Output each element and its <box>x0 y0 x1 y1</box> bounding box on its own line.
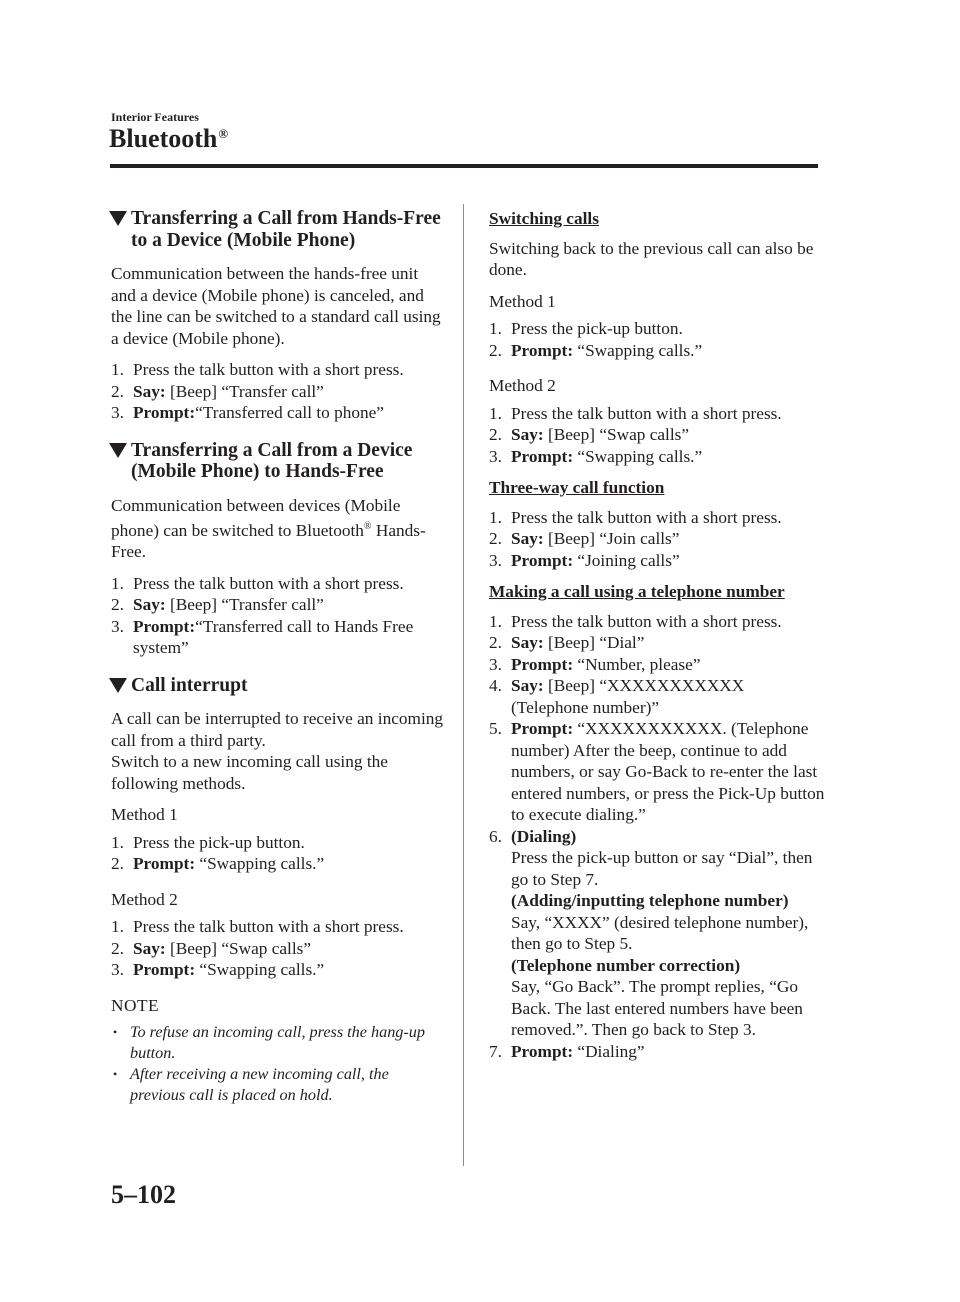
step-text: “Dialing” <box>573 1041 645 1061</box>
step-number: 2. <box>489 633 502 652</box>
method-heading: Method 1 <box>489 291 556 311</box>
step-item <box>489 550 825 572</box>
method-heading: Method 2 <box>489 376 556 395</box>
body-text: Switch to a new incoming call using the following methods. <box>111 752 388 793</box>
step-list <box>489 403 825 468</box>
step-text: Press the pick-up button. <box>511 319 683 338</box>
step-item <box>489 826 825 1041</box>
step-label: Say: <box>133 381 166 401</box>
body-text: Hands-Free. <box>111 520 426 562</box>
section-heading-text: Call interrupt <box>131 674 248 696</box>
step-number: 1. <box>489 403 502 423</box>
body-paragraph: Switching back to the previous call can also be done. <box>489 238 814 279</box>
step-list <box>111 832 447 875</box>
step-item <box>111 853 447 875</box>
step-text: “XXXXXXXXXXX. (Telephone number) After the beep, continue to add numbers, or say Go-Back to re-enter the last entered numbers, or press the Pick-Up button to execute dialing.” <box>511 719 825 824</box>
step-item <box>489 424 825 446</box>
triangle-marker-icon <box>109 678 127 693</box>
bullet-icon: • <box>113 1025 118 1040</box>
step-text: [Beep] “Swap calls” <box>543 425 690 444</box>
step-number: 4. <box>489 676 502 695</box>
step-label: (Adding/inputting telephone number) <box>511 891 789 910</box>
step-number: 1. <box>111 917 124 937</box>
step-number: 2. <box>111 854 124 874</box>
step-label: Prompt: <box>133 616 196 636</box>
registered-mark: ® <box>363 521 372 532</box>
step-number: 5. <box>489 719 502 738</box>
step-number: 2. <box>111 381 124 401</box>
step-item <box>489 318 825 340</box>
note-item <box>111 1022 447 1064</box>
step-text: “Swapping calls.” <box>195 960 325 980</box>
step-number: 1. <box>111 832 124 852</box>
step-item <box>111 359 447 381</box>
step-text: “Swapping calls.” <box>195 854 325 874</box>
step-number: 3. <box>489 654 502 674</box>
triangle-marker-icon <box>109 443 127 458</box>
step-text: Press the talk button with a short press. <box>511 507 782 527</box>
step-text: [Beep] “Swap calls” <box>165 938 312 958</box>
note-text: To refuse an incoming call, press the hang-up button. <box>130 1023 425 1063</box>
step-list <box>489 611 825 1063</box>
step-label: Prompt: <box>511 654 574 674</box>
step-item <box>111 402 447 424</box>
step-text: “Swapping calls.” <box>573 446 703 466</box>
header-rule <box>110 164 818 168</box>
section-label: Interior Features <box>111 110 199 124</box>
step-text: “Transferred call to Hands Free system” <box>133 616 414 658</box>
step-number: 7. <box>489 1041 502 1061</box>
step-label: Say: <box>511 529 544 548</box>
step-item <box>111 938 447 960</box>
step-text: [Beep] “XXXXXXXXXXX (Telephone number)” <box>511 676 745 717</box>
note-text: After receiving a new incoming call, the previous call is placed on hold. <box>130 1065 389 1105</box>
subsection-heading: Switching calls <box>489 209 599 228</box>
step-label: Say: <box>511 676 544 695</box>
step-item <box>489 507 825 529</box>
step-number: 2. <box>489 340 502 360</box>
left-column <box>111 208 447 1106</box>
bullet-icon: • <box>113 1067 118 1082</box>
section-heading <box>109 675 447 697</box>
step-label: (Telephone number correction) <box>511 955 741 975</box>
column-divider <box>463 204 464 1166</box>
step-number: 3. <box>111 403 124 422</box>
step-text: [Beep] “Dial” <box>543 633 645 652</box>
step-item <box>489 632 825 654</box>
step-number: 2. <box>111 595 124 615</box>
step-list <box>111 573 447 659</box>
step-item <box>489 611 825 633</box>
step-text: Say, “Go Back”. The prompt replies, “Go Back. The last entered numbers have been removed.”. Then go back to Step 3. <box>511 977 803 1039</box>
section-heading-text: Transferring a Call from a Device (Mobile Phone) to Hands-Free <box>131 439 413 482</box>
step-text: Press the pick-up button or say “Dial”, then go to Step 7. <box>511 848 813 889</box>
triangle-marker-icon <box>109 211 127 226</box>
page-number: 5–102 <box>111 1180 176 1209</box>
chapter-title <box>109 124 228 154</box>
step-item <box>111 959 447 981</box>
step-label: Prompt: <box>511 1041 574 1061</box>
step-text: “Number, please” <box>573 654 701 674</box>
step-text: Press the talk button with a short press. <box>511 403 782 423</box>
step-number: 1. <box>111 573 124 593</box>
step-item <box>489 1041 825 1063</box>
step-text: Press the talk button with a short press. <box>133 573 404 593</box>
step-item <box>111 381 447 403</box>
step-item <box>489 446 825 468</box>
step-text: Press the pick-up button. <box>133 832 305 852</box>
section-heading-text: Transferring a Call from Hands-Free to a Device (Mobile Phone) <box>131 208 441 251</box>
note-heading: NOTE <box>111 995 160 1015</box>
step-text: “Swapping calls.” <box>573 340 703 360</box>
step-label: Say: <box>133 938 166 958</box>
step-list <box>489 507 825 572</box>
step-item <box>489 675 825 718</box>
step-item <box>489 528 825 550</box>
step-number: 1. <box>111 360 124 379</box>
note-item <box>111 1064 447 1106</box>
step-text: “Joining calls” <box>573 550 680 570</box>
step-item <box>111 594 447 616</box>
step-number: 2. <box>489 529 502 548</box>
step-item <box>489 340 825 362</box>
step-item <box>111 832 447 854</box>
step-text: Press the talk button with a short press. <box>133 917 404 937</box>
step-text: Say, “XXXX” (desired telephone number), then go to Step 5. <box>511 912 809 953</box>
method-heading: Method 2 <box>111 889 178 909</box>
step-text: [Beep] “Transfer call” <box>165 595 324 615</box>
step-label: Prompt: <box>511 719 574 738</box>
body-paragraph <box>111 495 447 563</box>
body-paragraph <box>111 708 447 794</box>
step-label: Prompt: <box>511 550 574 570</box>
step-number: 2. <box>111 938 124 958</box>
step-item <box>111 616 447 659</box>
step-item <box>489 403 825 425</box>
step-item <box>111 573 447 595</box>
step-item <box>489 654 825 676</box>
section-heading <box>109 208 447 251</box>
subsection-heading: Three-way call function <box>489 478 665 497</box>
step-text: [Beep] “Join calls” <box>543 529 680 548</box>
step-label: Prompt: <box>133 960 196 980</box>
registered-mark: ® <box>218 126 229 141</box>
step-text: Press the talk button with a short press. <box>133 360 404 379</box>
step-label: Say: <box>511 425 544 444</box>
step-number: 6. <box>489 826 502 846</box>
step-label: (Dialing) <box>511 826 577 846</box>
right-column <box>489 208 825 1062</box>
body-text: A call can be interrupted to receive an incoming call from a third party. <box>111 709 444 750</box>
step-label: Say: <box>511 633 544 652</box>
step-text: [Beep] “Transfer call” <box>165 381 324 401</box>
step-label: Prompt: <box>133 854 196 874</box>
body-paragraph: Communication between the hands-free unit and a device (Mobile phone) is canceled, and the line can be switched to a standard call using a device (Mobile phone). <box>111 264 441 348</box>
step-label: Say: <box>133 595 166 615</box>
section-heading <box>109 440 447 483</box>
step-number: 3. <box>489 446 502 466</box>
step-number: 2. <box>489 425 502 444</box>
step-item <box>489 718 825 826</box>
step-number: 3. <box>111 960 124 980</box>
step-label: Prompt: <box>511 446 574 466</box>
step-text: Press the talk button with a short press. <box>511 611 782 631</box>
step-number: 3. <box>111 616 124 636</box>
step-item <box>111 916 447 938</box>
step-number: 1. <box>489 507 502 527</box>
step-number: 3. <box>489 550 502 570</box>
step-number: 1. <box>489 319 502 338</box>
step-list <box>111 359 447 424</box>
step-number: 1. <box>489 611 502 631</box>
subsection-heading: Making a call using a telephone number <box>489 582 785 601</box>
step-list <box>111 916 447 981</box>
body-text: Communication between devices (Mobile phone) can be switched to Bluetooth <box>111 495 401 540</box>
step-label: Prompt: <box>511 340 574 360</box>
method-heading: Method 1 <box>111 805 178 825</box>
step-label: Prompt: <box>133 403 196 422</box>
chapter-title-text: Bluetooth <box>109 124 218 153</box>
step-list <box>489 318 825 361</box>
step-text: “Transferred call to phone” <box>195 403 384 422</box>
